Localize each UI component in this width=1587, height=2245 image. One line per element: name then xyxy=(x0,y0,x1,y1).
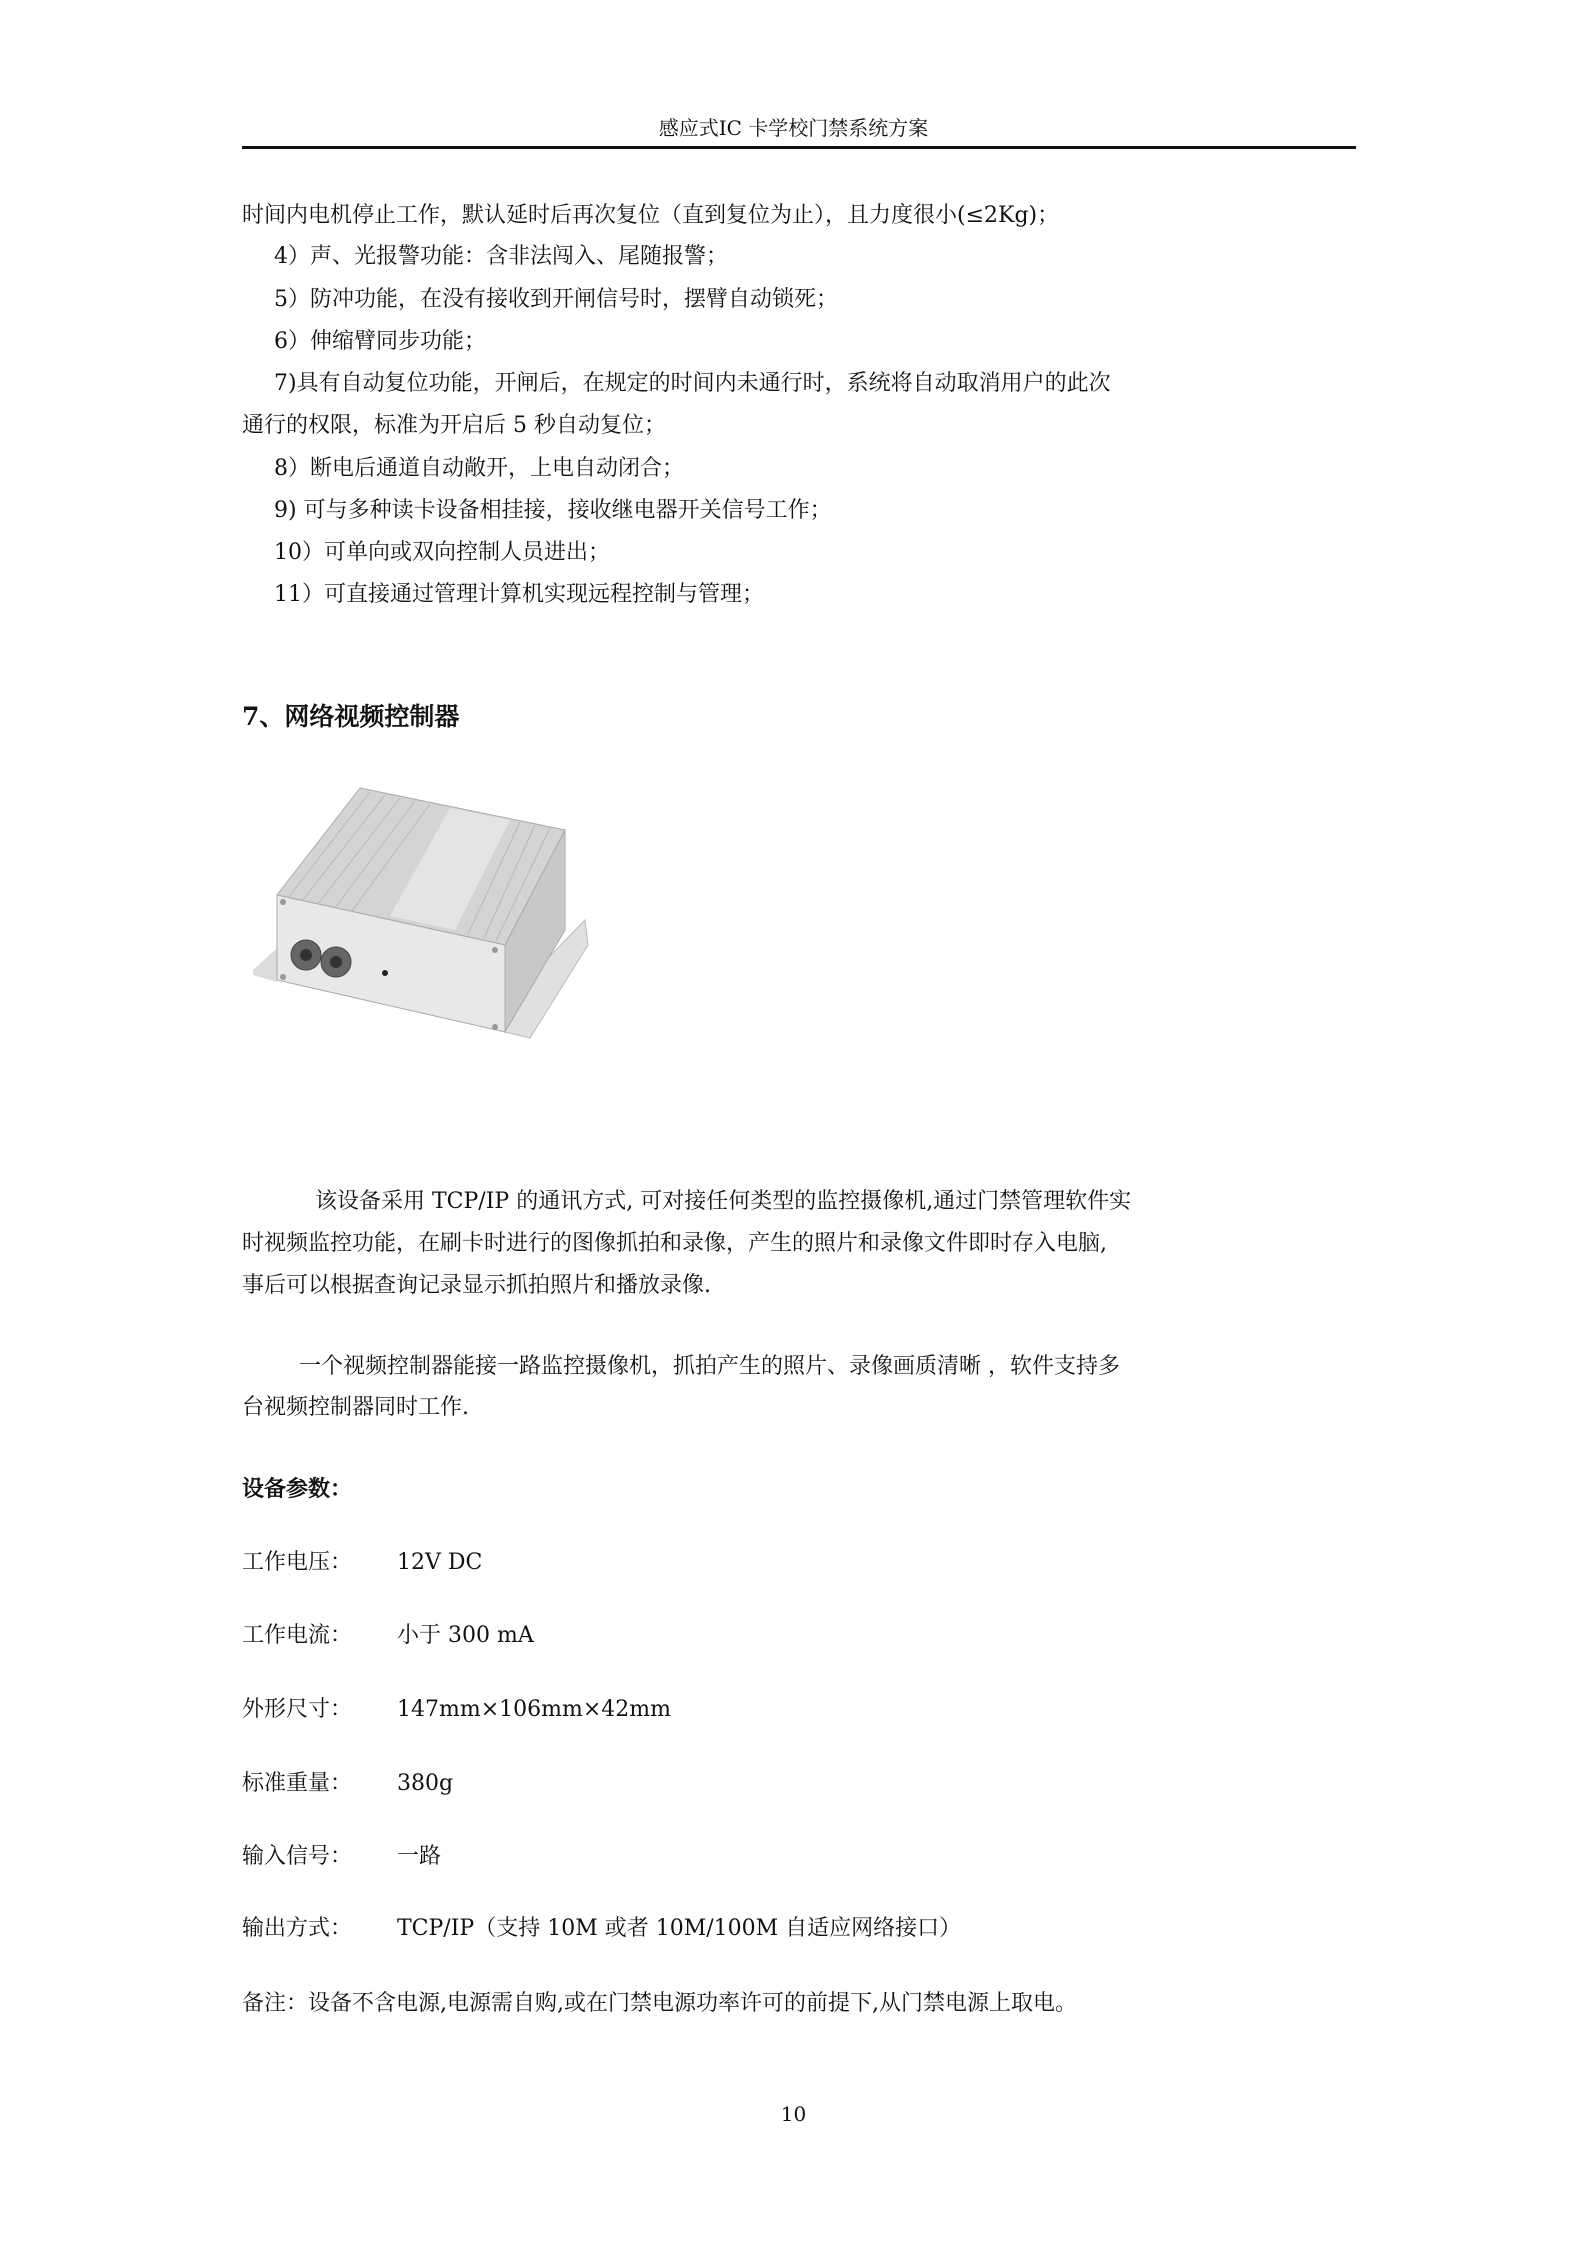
param-value: 小于 300 mA xyxy=(397,1623,534,1648)
feature-line: 时间内电机停止工作，默认延时后再次复位（直到复位为止），且力度很小(≤2Kg)； xyxy=(242,203,1060,228)
param-label: 外形尺寸： xyxy=(242,1697,353,1722)
feature-line: 9) 可与多种读卡设备相挂接，接收继电器开关信号工作； xyxy=(274,498,832,523)
param-value: TCP/IP（支持 10M 或者 10M/100M 自适应网络接口） xyxy=(397,1916,962,1941)
feature-line: 8）断电后通道自动敞开，上电自动闭合； xyxy=(274,456,684,481)
note: 备注：设备不含电源,电源需自购,或在门禁电源功率许可的前提下,从门禁电源上取电。 xyxy=(242,1991,1077,2016)
feature-line: 10）可单向或双向控制人员进出； xyxy=(274,540,610,565)
page-number: 10 xyxy=(780,2102,807,2126)
feature-line: 5）防冲功能，在没有接收到开闸信号时，摆臂自动锁死； xyxy=(274,287,838,312)
section-heading: 7、网络视频控制器 xyxy=(242,702,460,731)
description-line: 一个视频控制器能接一路监控摄像机，抓拍产生的照片、录像画质清晰 ，软件支持多 xyxy=(299,1354,1120,1379)
description-line: 事后可以根据查询记录显示抓拍照片和播放录像. xyxy=(242,1273,711,1298)
feature-line: 通行的权限，标准为开启后 5 秒自动复位； xyxy=(242,413,666,438)
feature-line: 6）伸缩臂同步功能； xyxy=(274,329,486,354)
page-header-title: 感应式IC 卡学校门禁系统方案 xyxy=(658,116,929,140)
param-label: 工作电流： xyxy=(242,1623,353,1648)
param-label: 工作电压： xyxy=(242,1550,353,1575)
description-line: 该设备采用 TCP/IP 的通讯方式, 可对接任何类型的监控摄像机,通过门禁管理软件实 xyxy=(315,1189,1132,1214)
param-label: 标准重量： xyxy=(242,1771,353,1796)
feature-line: 11）可直接通过管理计算机实现远程控制与管理； xyxy=(274,582,764,607)
param-label: 输出方式： xyxy=(242,1916,353,1941)
param-value: 一路 xyxy=(397,1844,442,1869)
description-line: 台视频控制器同时工作. xyxy=(242,1395,469,1420)
param-value: 12V DC xyxy=(397,1550,483,1575)
feature-line: 7)具有自动复位功能，开闸后，在规定的时间内未通行时，系统将自动取消用户的此次 xyxy=(274,371,1111,396)
video-controller-image xyxy=(240,770,610,1080)
feature-line: 4）声、光报警功能：含非法闯入、尾随报警； xyxy=(274,244,728,269)
param-label: 输入信号： xyxy=(242,1844,353,1869)
param-value: 147mm×106mm×42mm xyxy=(397,1697,672,1722)
param-value: 380g xyxy=(397,1771,454,1796)
description-line: 时视频监控功能，在刷卡时进行的图像抓拍和录像，产生的照片和录像文件即时存入电脑, xyxy=(242,1231,1107,1256)
params-title: 设备参数： xyxy=(242,1476,353,1502)
header-rule xyxy=(242,146,1356,149)
